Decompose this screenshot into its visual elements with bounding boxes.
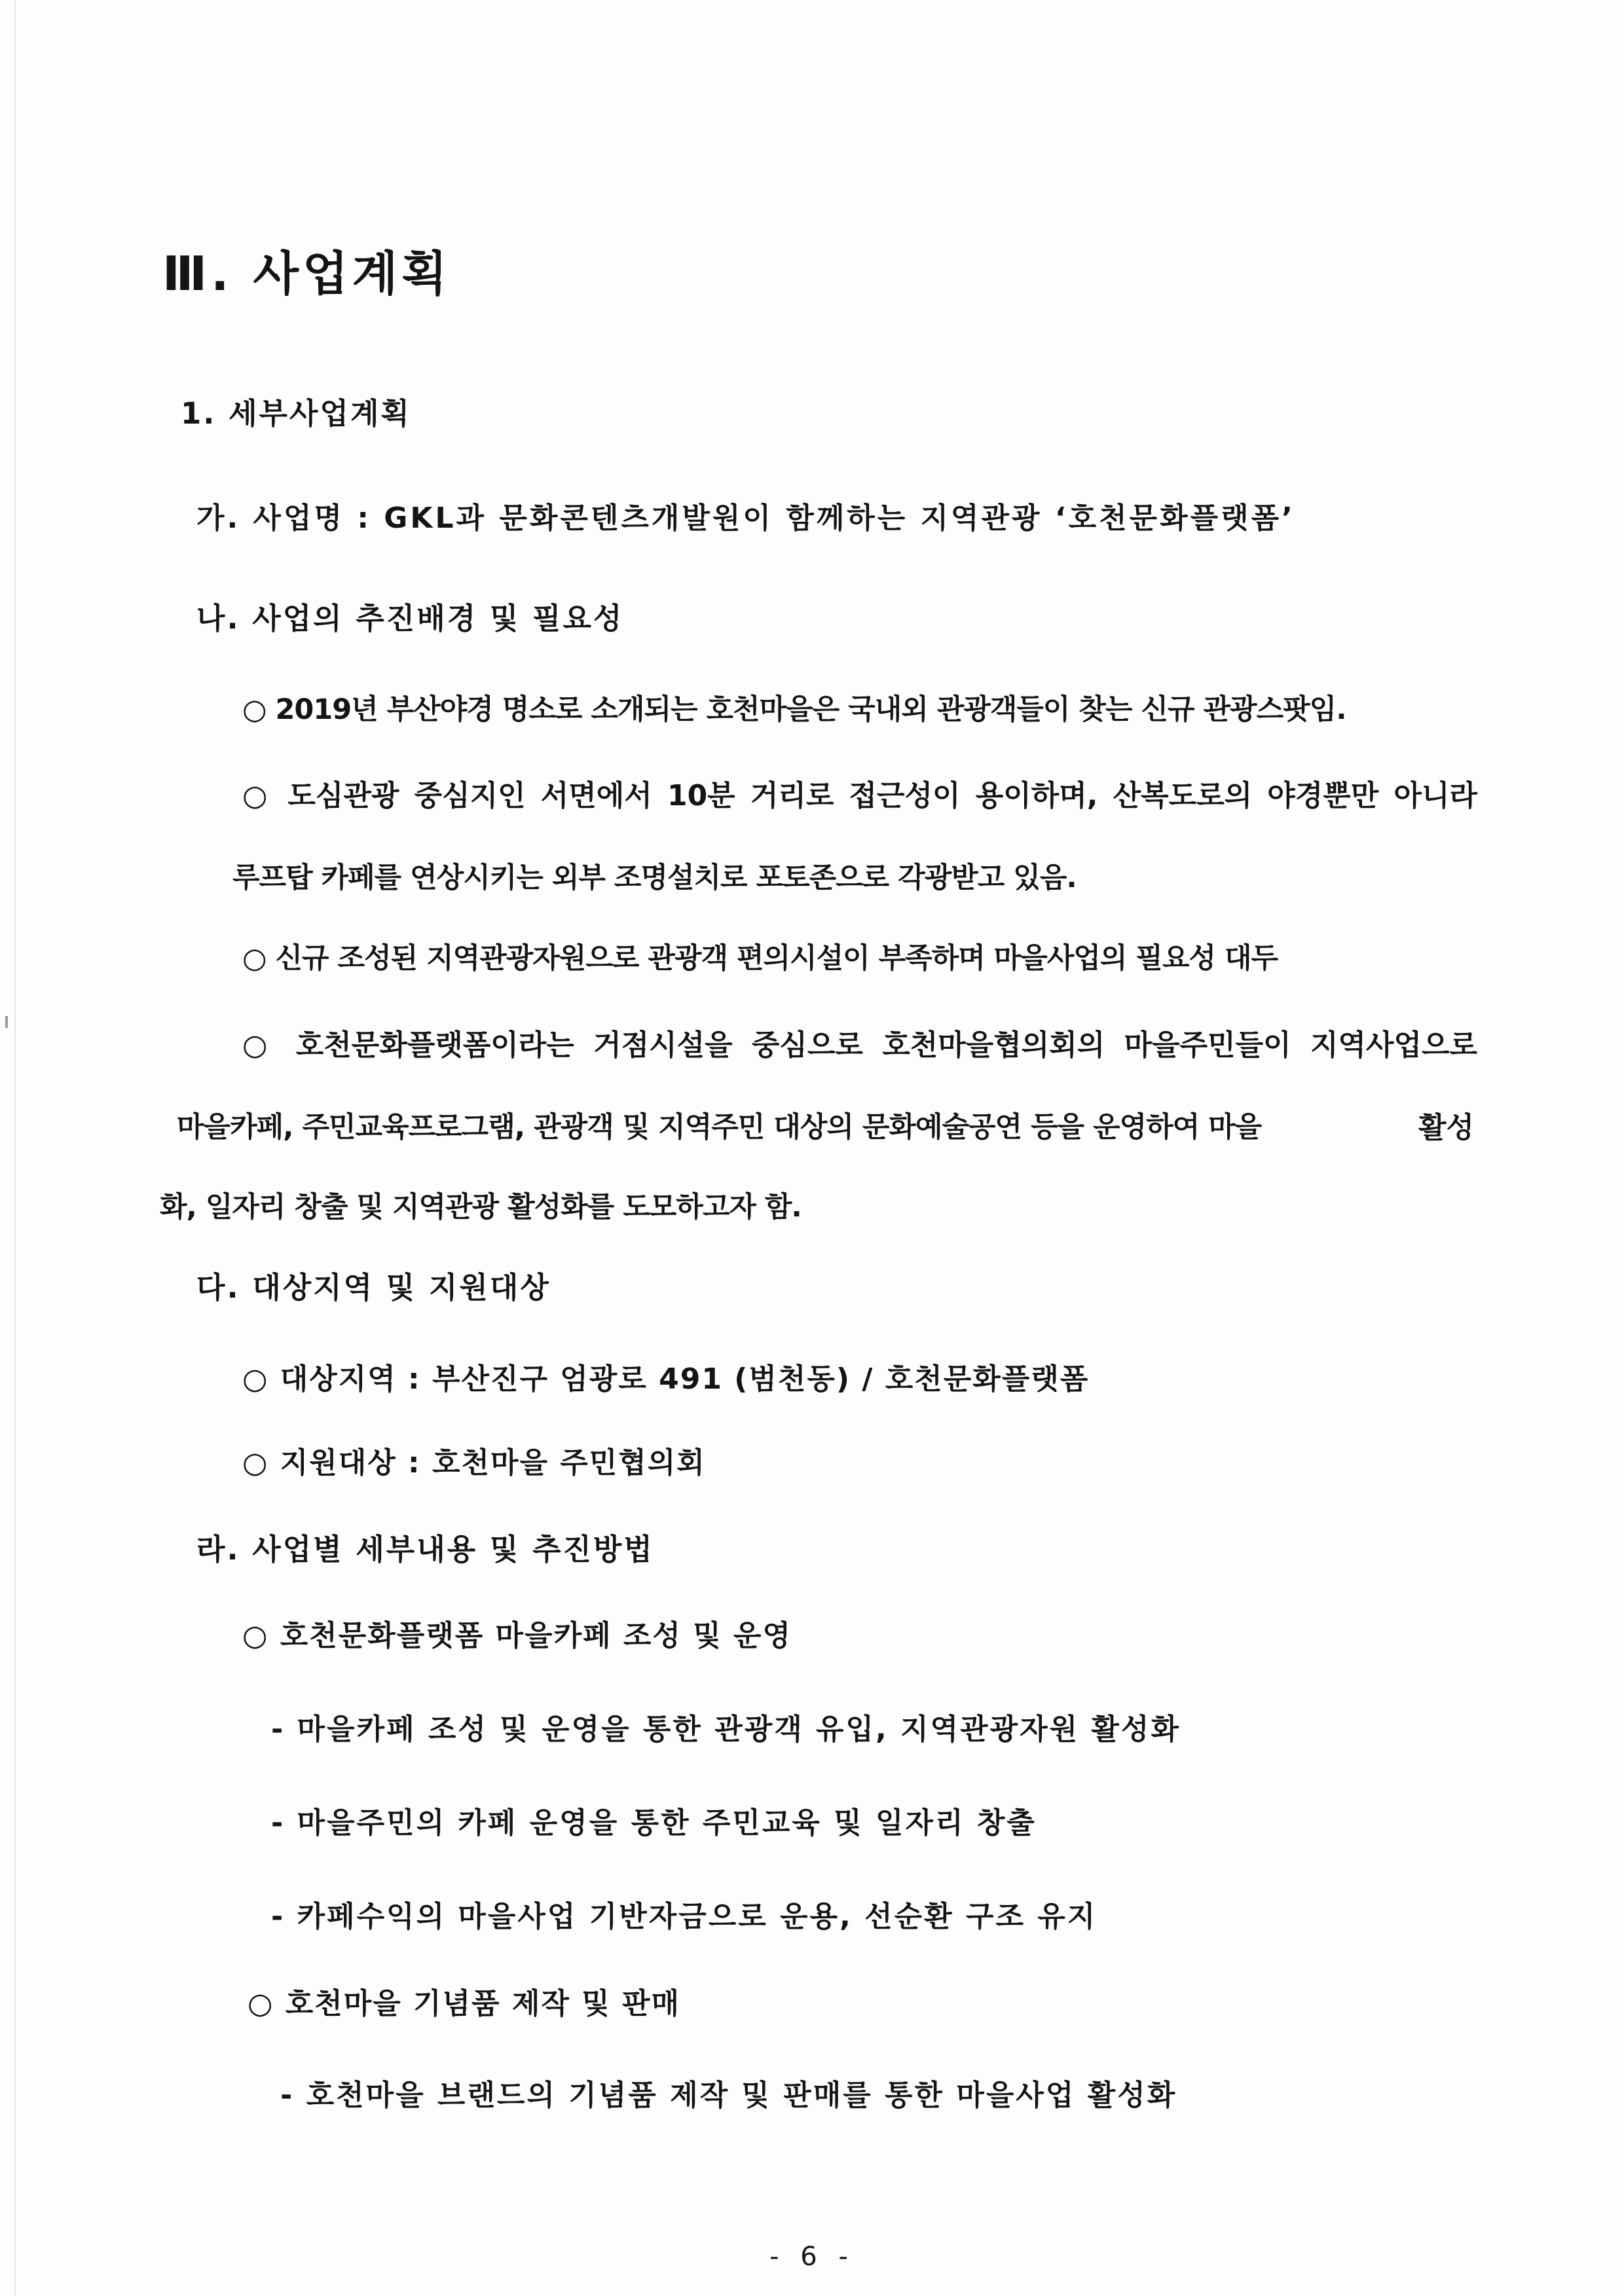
detail-sub-item: - 마을주민의 카페 운영을 통한 주민교육 및 일자리 창출 (271, 1806, 1037, 1840)
section-heading: 1. 세부사업계획 (181, 396, 411, 431)
detail-sub-item: - 마을카페 조성 및 운영을 통한 관광객 유입, 지역관광자원 활성화 (271, 1713, 1181, 1746)
subsection-heading-target: 다. 대상지역 및 지원대상 (196, 1270, 551, 1305)
subsection-heading-details: 라. 사업별 세부내용 및 추진방법 (196, 1532, 654, 1567)
detail-item-souvenir: ○ 호천마을 기념품 제작 및 판매 (248, 1987, 681, 2020)
background-bullet-4-line-1: ○ 호천문화플랫폼이라는 거점시설을 중심으로 호천마을협의회의 마을주민들이 지역사업으로 (242, 1029, 1477, 1062)
background-bullet-4-line-2: 마을카페, 주민교육프로그램, 관광객 및 지역주민 대상의 문화예술공연 등을 운영하여 마을 (177, 1111, 1262, 1144)
subsection-heading-background: 나. 사업의 추진배경 및 필요성 (196, 601, 624, 636)
background-bullet-3: ○ 신규 조성된 지역관광자원으로 관광객 편의시설이 부족하며 마을사업의 필요성 대두 (242, 942, 1278, 975)
support-target-bullet: ○ 지원대상 : 호천마을 주민협의회 (242, 1446, 706, 1480)
target-area-bullet: ○ 대상지역 : 부산진구 엄광로 491 (범천동) / 호천문화플랫폼 (242, 1362, 1090, 1396)
scan-edge-line (14, 0, 16, 2296)
background-bullet-4-line-3: 화, 일자리 창출 및 지역관광 활성화를 도모하고자 함. (160, 1191, 802, 1224)
page-number: - 6 - (769, 2242, 855, 2272)
detail-sub-item: - 호천마을 브랜드의 기념품 제작 및 판매를 통한 마을사업 활성화 (280, 2079, 1177, 2112)
detail-sub-item: - 카페수익의 마을사업 기반자금으로 운용, 선순환 구조 유지 (271, 1900, 1098, 1933)
detail-item-cafe: ○ 호천문화플랫폼 마을카페 조성 및 운영 (242, 1619, 792, 1652)
page-title: Ⅲ. 사업계획 (162, 246, 451, 301)
background-bullet-1: ○ 2019년 부산야경 명소로 소개되는 호천마을은 국내외 관광객들이 찾는 신규 관광스팟임. (242, 693, 1346, 726)
background-bullet-2-line-1: ○ 도심관광 중심지인 서면에서 10분 거리로 접근성이 용이하며, 산복도로의 야경뿐만 아니라 (242, 779, 1477, 812)
project-name-line: 가. 사업명 : GKL과 문화콘텐츠개발원이 함께하는 지역관광 ‘호천문화플랫폼’ (196, 501, 1295, 535)
background-bullet-4-line-2-tail: 활성 (1418, 1111, 1475, 1144)
scan-mark (5, 1016, 8, 1028)
background-bullet-2-line-2: 루프탑 카페를 연상시키는 외부 조명설치로 포토존으로 각광받고 있음. (232, 862, 1077, 894)
